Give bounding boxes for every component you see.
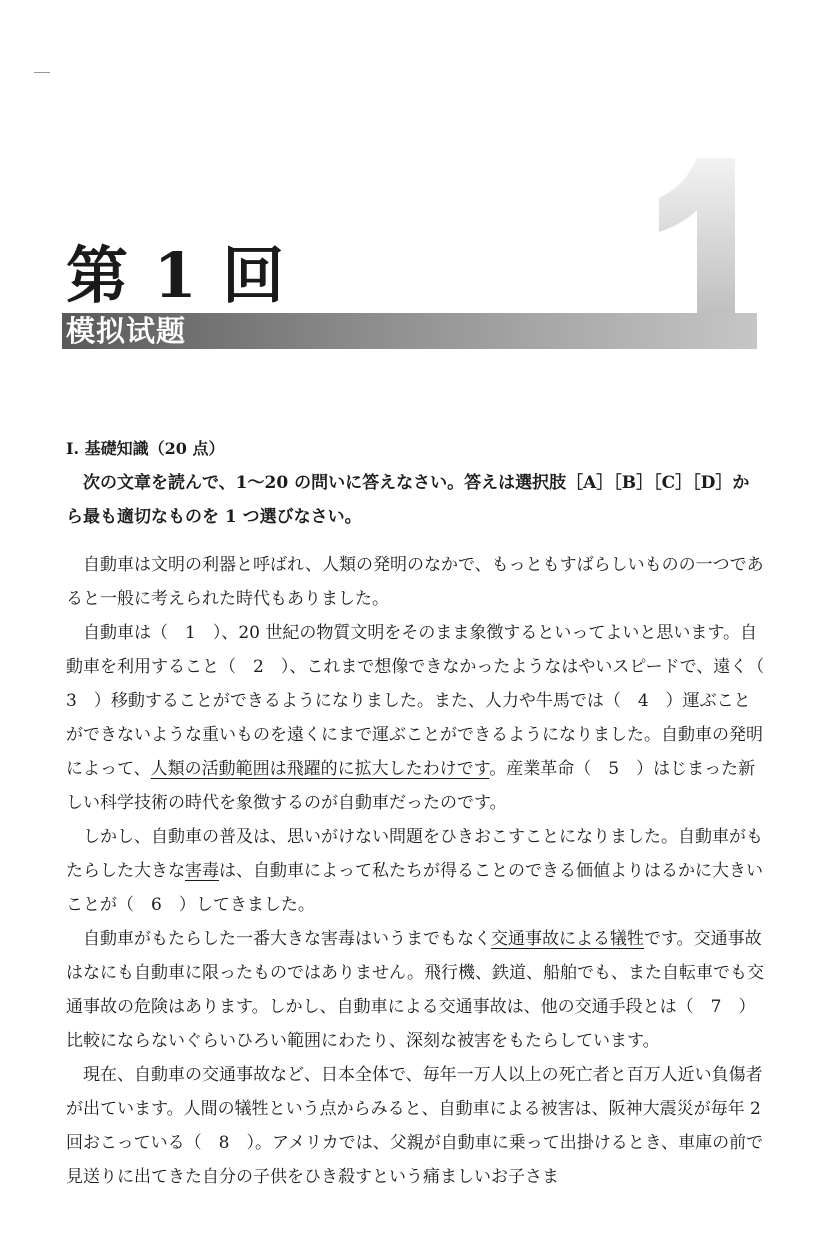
page-title: 第 1 回 [66,239,287,312]
paragraph-1: 自動車は文明の利器と呼ばれ、人類の発明のなかで、もっともすばらしいものの一つであると一般に考えられた時代もありました。 [66,555,764,609]
paragraph-4-text-b: です。交通事故はなにも自動車に限ったものではありません。飛行機、鉄道、船舶でも、また自転車でも交通事故の危険はあります。しかし、自動車による交通事故は、他の交通手段とは（ 7 ）比較にならないぐらいひろい範囲にわたり、深刻な被害をもたらしています。 [66,929,765,1051]
underlined-phrase-3: 交通事故による犠牲 [491,929,644,949]
paragraph-4-text-a: 自動車がもたらした一番大きな害毒はいうまでもなく [83,929,491,949]
underlined-phrase-1: 人類の活動範囲は飛躍的に拡大したわけです [150,759,490,779]
paragraph-3-text-b: は、自動車によって私たちが得ることのできる価値よりはるかに大きいことが（ 6 ）してきました。 [66,861,763,915]
instructions: 次の文章を読んで、1〜20 の問いに答えなさい。答えは選択肢［A］［B］［C］［D］から最も適切なものを 1 つ選びなさい。 [66,473,750,527]
section-heading: I. 基礎知識（20 点） [66,439,225,458]
paragraph-2-text-b: 。産業革命（ 5 ）はじまった新しい科学技術の時代を象徴するのが自動車だったのです。 [66,759,756,813]
underlined-phrase-2: 害毒 [185,861,219,881]
paragraph-2-text-a: 自動車は（ 1 ）、20 世紀の物質文明をそのまま象徴するといってよいと思います。自動車を利用すること（ 2 ）、これまで想像できなかったようなはやいスピードで、遠く（ 3 ）移動することができるようになりました。また、人力や牛馬では（ 4 ）運ぶことができないような重いものを遠くにまで運ぶことができるようになりました。自動車の発明によって、 [66,623,782,779]
corner-mark [34,72,50,73]
paragraph-3-text-a: しかし、自動車の普及は、思いがけない問題をひきおこすことになりました。自動車がもたらした大きな [66,827,763,881]
paragraph-4 [66,922,766,1058]
reading-passage [66,548,782,1194]
page-subtitle: 模拟试题 [66,314,187,348]
paragraph-5: 現在、自動車の交通事故など、日本全体で、毎年一万人以上の死亡者と百万人近い負傷者が出ています。人間の犠牲という点からみると、自動車による被害は、阪神大震災が毎年 2 回おこっている（ 8 ）。アメリカでは、父親が自動車に乗って出掛けるとき、車庫の前で見送りに出てきた自分の子供をひき殺すという痛ましいお子さま [66,1065,764,1187]
paragraph-2 [66,616,782,820]
chapter-numeral-text: 1 [695,280,696,281]
paragraph-3 [66,820,766,922]
